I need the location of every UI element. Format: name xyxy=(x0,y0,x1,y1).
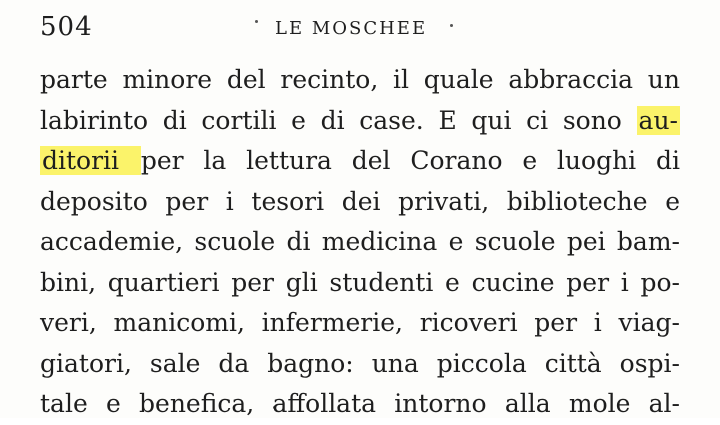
line-text: parte minore del recinto, il quale abbraccia un xyxy=(40,65,680,94)
page-header xyxy=(0,10,720,42)
text-line xyxy=(40,384,680,425)
line-text: accademie, scuole di medicina e scuole pei bam- xyxy=(40,227,680,256)
highlighted-text: ditorii xyxy=(42,146,139,175)
line-text: giatori, sale da bagno: una piccola città ospi- xyxy=(40,348,680,378)
print-speck xyxy=(255,20,258,23)
page-number: 504 xyxy=(40,12,93,42)
text-line xyxy=(40,101,680,142)
text-line xyxy=(40,60,680,101)
line-text: per la lettura del Corano e luoghi di xyxy=(140,146,680,175)
text-line xyxy=(40,344,680,385)
text-line xyxy=(40,182,680,223)
print-speck xyxy=(450,24,453,27)
running-title: LE MOSCHEE xyxy=(275,18,428,39)
body-text xyxy=(40,60,680,425)
text-line xyxy=(40,222,680,263)
line-text: deposito per i tesori dei privati, biblioteche e xyxy=(40,186,680,216)
text-line xyxy=(40,141,680,182)
text-line xyxy=(40,303,680,344)
highlighted-text: au- xyxy=(638,105,678,135)
line-text: veri, manicomi, infermerie, ricoveri per i viag- xyxy=(40,308,680,337)
text-line xyxy=(40,263,680,304)
line-text: bini, quartieri per gli studenti e cucine per i po- xyxy=(40,267,680,297)
line-text: labirinto di cortili e di case. E qui ci sono xyxy=(40,105,637,135)
line-text: tale e benefica, affollata intorno alla mole al- xyxy=(40,389,680,418)
